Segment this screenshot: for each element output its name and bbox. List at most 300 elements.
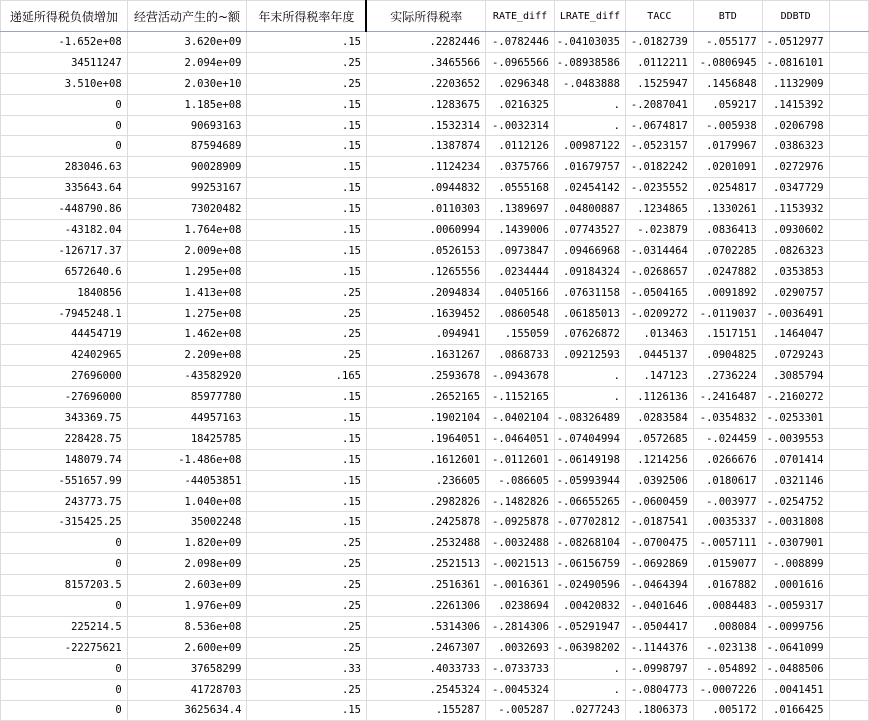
table-cell[interactable]: -.0045324: [486, 679, 555, 700]
table-cell[interactable]: .25: [247, 533, 367, 554]
table-row[interactable]: [1, 199, 869, 220]
table-cell[interactable]: 1.040e+08: [127, 491, 247, 512]
table-row[interactable]: [1, 366, 869, 387]
table-cell[interactable]: -.0641099: [762, 637, 829, 658]
table-row[interactable]: [1, 115, 869, 136]
table-cell[interactable]: .0041451: [762, 679, 829, 700]
table-cell[interactable]: -.1144376: [625, 637, 693, 658]
table-cell[interactable]: 44454719: [1, 324, 128, 345]
table-cell[interactable]: .147123: [625, 366, 693, 387]
table-cell[interactable]: .: [554, 366, 625, 387]
table-cell[interactable]: -.0733733: [486, 658, 555, 679]
table-cell[interactable]: -.0099756: [762, 616, 829, 637]
table-cell[interactable]: .15: [247, 449, 367, 470]
table-cell[interactable]: -.005938: [693, 115, 762, 136]
table-cell[interactable]: 2.209e+08: [127, 345, 247, 366]
table-cell[interactable]: .0860548: [486, 303, 555, 324]
table-cell[interactable]: -.0032488: [486, 533, 555, 554]
table-cell[interactable]: 42402965: [1, 345, 128, 366]
table-cell[interactable]: .01679757: [554, 157, 625, 178]
table-cell[interactable]: -.0314464: [625, 240, 693, 261]
table-cell[interactable]: .1902104: [366, 408, 485, 429]
table-cell[interactable]: -.0112601: [486, 449, 555, 470]
table-cell[interactable]: -.04103035: [554, 32, 625, 53]
table-cell[interactable]: 37658299: [127, 658, 247, 679]
table-cell[interactable]: .0321146: [762, 470, 829, 491]
table-cell[interactable]: .2521513: [366, 554, 485, 575]
table-cell[interactable]: -448790.86: [1, 199, 128, 220]
table-cell[interactable]: -44053851: [127, 470, 247, 491]
table-cell[interactable]: .1525947: [625, 73, 693, 94]
table-cell[interactable]: -.0943678: [486, 366, 555, 387]
table-cell[interactable]: .15: [247, 178, 367, 199]
table-cell[interactable]: -.0488506: [762, 658, 829, 679]
table-cell[interactable]: -.0036491: [762, 303, 829, 324]
table-cell[interactable]: -.0998797: [625, 658, 693, 679]
table-row[interactable]: [1, 94, 869, 115]
table-row[interactable]: [1, 554, 869, 575]
table-cell[interactable]: 0: [1, 658, 128, 679]
table-cell[interactable]: .07743527: [554, 220, 625, 241]
table-cell[interactable]: .: [554, 658, 625, 679]
table-cell[interactable]: .15: [247, 199, 367, 220]
column-header[interactable]: BTD: [693, 1, 762, 32]
table-cell[interactable]: .0247882: [693, 261, 762, 282]
table-cell[interactable]: -.0806945: [693, 52, 762, 73]
table-cell[interactable]: 0: [1, 596, 128, 617]
table-cell[interactable]: .0729243: [762, 345, 829, 366]
table-cell[interactable]: .15: [247, 261, 367, 282]
table-cell[interactable]: .15: [247, 408, 367, 429]
table-cell[interactable]: 1.413e+08: [127, 282, 247, 303]
column-header[interactable]: TACC: [625, 1, 693, 32]
table-cell[interactable]: 0: [1, 679, 128, 700]
table-cell[interactable]: .09212593: [554, 345, 625, 366]
table-cell[interactable]: -.0464051: [486, 428, 555, 449]
table-cell[interactable]: .0392506: [625, 470, 693, 491]
table-cell[interactable]: -.0031808: [762, 512, 829, 533]
table-cell[interactable]: .0238694: [486, 596, 555, 617]
table-cell[interactable]: -.05993944: [554, 470, 625, 491]
table-cell[interactable]: .236605: [366, 470, 485, 491]
table-cell[interactable]: -.0032314: [486, 115, 555, 136]
table-cell[interactable]: -.003977: [693, 491, 762, 512]
table-cell[interactable]: 0: [1, 533, 128, 554]
table-cell[interactable]: 90028909: [127, 157, 247, 178]
table-cell[interactable]: -.0253301: [762, 408, 829, 429]
table-cell[interactable]: .1415392: [762, 94, 829, 115]
table-cell[interactable]: .0353853: [762, 261, 829, 282]
table-cell[interactable]: -.07702812: [554, 512, 625, 533]
table-cell[interactable]: 243773.75: [1, 491, 128, 512]
table-cell[interactable]: .1464047: [762, 324, 829, 345]
table-cell[interactable]: .: [554, 94, 625, 115]
table-cell[interactable]: -.08268104: [554, 533, 625, 554]
table-cell[interactable]: .1126136: [625, 387, 693, 408]
table-cell[interactable]: .0234444: [486, 261, 555, 282]
table-cell[interactable]: .0179967: [693, 136, 762, 157]
table-cell[interactable]: .15: [247, 94, 367, 115]
table-cell[interactable]: -315425.25: [1, 512, 128, 533]
table-cell[interactable]: -.0402104: [486, 408, 555, 429]
table-cell[interactable]: .07631158: [554, 282, 625, 303]
table-cell[interactable]: 1840856: [1, 282, 128, 303]
table-cell[interactable]: .1456848: [693, 73, 762, 94]
table-cell[interactable]: .15: [247, 470, 367, 491]
table-cell[interactable]: .1153932: [762, 199, 829, 220]
table-cell[interactable]: .1639452: [366, 303, 485, 324]
table-cell[interactable]: .0868733: [486, 345, 555, 366]
table-row[interactable]: [1, 512, 869, 533]
table-cell[interactable]: .1806373: [625, 700, 693, 721]
table-cell[interactable]: -1.652e+08: [1, 32, 128, 53]
table-cell[interactable]: -.0307901: [762, 533, 829, 554]
table-cell[interactable]: .25: [247, 596, 367, 617]
table-cell[interactable]: .0555168: [486, 178, 555, 199]
table-cell[interactable]: .0405166: [486, 282, 555, 303]
table-cell[interactable]: 8157203.5: [1, 575, 128, 596]
table-cell[interactable]: 3.510e+08: [1, 73, 128, 94]
table-cell[interactable]: -.1482826: [486, 491, 555, 512]
table-cell[interactable]: 2.600e+09: [127, 637, 247, 658]
table-cell[interactable]: .2467307: [366, 637, 485, 658]
table-cell[interactable]: -.2087041: [625, 94, 693, 115]
table-cell[interactable]: -.02490596: [554, 575, 625, 596]
table-cell[interactable]: .0091892: [693, 282, 762, 303]
table-row[interactable]: [1, 136, 869, 157]
table-cell[interactable]: .2593678: [366, 366, 485, 387]
table-cell[interactable]: .0201091: [693, 157, 762, 178]
table-cell[interactable]: .0283584: [625, 408, 693, 429]
table-cell[interactable]: -.0925878: [486, 512, 555, 533]
table-cell[interactable]: .07626872: [554, 324, 625, 345]
table-cell[interactable]: -.0523157: [625, 136, 693, 157]
table-cell[interactable]: -7945248.1: [1, 303, 128, 324]
table-cell[interactable]: -.0965566: [486, 52, 555, 73]
table-cell[interactable]: .094941: [366, 324, 485, 345]
table-cell[interactable]: -.0782446: [486, 32, 555, 53]
table-cell[interactable]: .1532314: [366, 115, 485, 136]
table-cell[interactable]: 283046.63: [1, 157, 128, 178]
table-cell[interactable]: 41728703: [127, 679, 247, 700]
table-cell[interactable]: .0216325: [486, 94, 555, 115]
table-row[interactable]: [1, 700, 869, 721]
table-cell[interactable]: -.0187541: [625, 512, 693, 533]
table-row[interactable]: [1, 616, 869, 637]
table-cell[interactable]: -.07404994: [554, 428, 625, 449]
table-cell[interactable]: -.0816101: [762, 52, 829, 73]
table-row[interactable]: [1, 32, 869, 53]
table-cell[interactable]: -.06655265: [554, 491, 625, 512]
table-cell[interactable]: .2282446: [366, 32, 485, 53]
table-cell[interactable]: -.0182739: [625, 32, 693, 53]
table-row[interactable]: [1, 178, 869, 199]
table-cell[interactable]: -.0504165: [625, 282, 693, 303]
table-cell[interactable]: -.0021513: [486, 554, 555, 575]
table-cell[interactable]: .0180617: [693, 470, 762, 491]
table-cell[interactable]: -.0016361: [486, 575, 555, 596]
table-cell[interactable]: .155287: [366, 700, 485, 721]
table-row[interactable]: [1, 575, 869, 596]
table-cell[interactable]: 225214.5: [1, 616, 128, 637]
table-cell[interactable]: .0973847: [486, 240, 555, 261]
table-cell[interactable]: .008084: [693, 616, 762, 637]
table-cell[interactable]: 34511247: [1, 52, 128, 73]
table-row[interactable]: [1, 637, 869, 658]
table-row[interactable]: [1, 533, 869, 554]
table-cell[interactable]: .2261306: [366, 596, 485, 617]
table-row[interactable]: [1, 240, 869, 261]
table-row[interactable]: [1, 491, 869, 512]
table-cell[interactable]: 35002248: [127, 512, 247, 533]
table-cell[interactable]: .0272976: [762, 157, 829, 178]
table-cell[interactable]: .15: [247, 428, 367, 449]
table-row[interactable]: [1, 324, 869, 345]
table-cell[interactable]: .2545324: [366, 679, 485, 700]
column-header[interactable]: LRATE_diff: [554, 1, 625, 32]
table-cell[interactable]: .09466968: [554, 240, 625, 261]
table-cell[interactable]: .0572685: [625, 428, 693, 449]
table-cell[interactable]: .0266676: [693, 449, 762, 470]
table-cell[interactable]: 3625634.4: [127, 700, 247, 721]
table-cell[interactable]: -.054892: [693, 658, 762, 679]
table-cell[interactable]: 6572640.6: [1, 261, 128, 282]
table-cell[interactable]: -.0254752: [762, 491, 829, 512]
table-cell[interactable]: -.0059317: [762, 596, 829, 617]
table-cell[interactable]: .1612601: [366, 449, 485, 470]
table-cell[interactable]: .0290757: [762, 282, 829, 303]
table-cell[interactable]: .1387874: [366, 136, 485, 157]
table-cell[interactable]: -.0057111: [693, 533, 762, 554]
table-cell[interactable]: 0: [1, 94, 128, 115]
table-cell[interactable]: .0445137: [625, 345, 693, 366]
table-cell[interactable]: .0347729: [762, 178, 829, 199]
table-cell[interactable]: -.0007226: [693, 679, 762, 700]
table-cell[interactable]: .0206798: [762, 115, 829, 136]
table-cell[interactable]: -.08938586: [554, 52, 625, 73]
table-cell[interactable]: -126717.37: [1, 240, 128, 261]
table-cell[interactable]: -.06149198: [554, 449, 625, 470]
table-cell[interactable]: -.0354832: [693, 408, 762, 429]
table-cell[interactable]: -.055177: [693, 32, 762, 53]
table-cell[interactable]: .15: [247, 700, 367, 721]
table-cell[interactable]: -43182.04: [1, 220, 128, 241]
table-cell[interactable]: .0386323: [762, 136, 829, 157]
table-cell[interactable]: .1214256: [625, 449, 693, 470]
table-cell[interactable]: .0944832: [366, 178, 485, 199]
table-cell[interactable]: .1517151: [693, 324, 762, 345]
table-cell[interactable]: -.0039553: [762, 428, 829, 449]
table-cell[interactable]: .33: [247, 658, 367, 679]
table-row[interactable]: [1, 303, 869, 324]
table-cell[interactable]: .1631267: [366, 345, 485, 366]
table-cell[interactable]: 343369.75: [1, 408, 128, 429]
table-cell[interactable]: .2094834: [366, 282, 485, 303]
table-cell[interactable]: 0: [1, 136, 128, 157]
table-cell[interactable]: .1124234: [366, 157, 485, 178]
table-cell[interactable]: .3465566: [366, 52, 485, 73]
table-cell[interactable]: .0110303: [366, 199, 485, 220]
table-cell[interactable]: .0035337: [693, 512, 762, 533]
table-cell[interactable]: .25: [247, 554, 367, 575]
table-cell[interactable]: .2982826: [366, 491, 485, 512]
table-row[interactable]: [1, 157, 869, 178]
table-cell[interactable]: -.2416487: [693, 387, 762, 408]
table-cell[interactable]: -.0464394: [625, 575, 693, 596]
table-cell[interactable]: .1330261: [693, 199, 762, 220]
column-header[interactable]: 实际所得税率: [366, 1, 485, 32]
table-cell[interactable]: .25: [247, 282, 367, 303]
table-cell[interactable]: .5314306: [366, 616, 485, 637]
column-header[interactable]: 经营活动产生的~额: [127, 1, 247, 32]
table-cell[interactable]: 99253167: [127, 178, 247, 199]
table-cell[interactable]: .15: [247, 32, 367, 53]
table-cell[interactable]: 2.030e+10: [127, 73, 247, 94]
table-cell[interactable]: -.0119037: [693, 303, 762, 324]
table-cell[interactable]: .2736224: [693, 366, 762, 387]
table-cell[interactable]: .1964051: [366, 428, 485, 449]
table-cell[interactable]: .0296348: [486, 73, 555, 94]
table-cell[interactable]: .: [554, 679, 625, 700]
table-cell[interactable]: -.05291947: [554, 616, 625, 637]
table-cell[interactable]: -.0182242: [625, 157, 693, 178]
table-cell[interactable]: .25: [247, 345, 367, 366]
table-cell[interactable]: -.024459: [693, 428, 762, 449]
table-cell[interactable]: -.0700475: [625, 533, 693, 554]
table-row[interactable]: [1, 282, 869, 303]
table-cell[interactable]: .0930602: [762, 220, 829, 241]
table-cell[interactable]: .15: [247, 157, 367, 178]
table-cell[interactable]: 2.603e+09: [127, 575, 247, 596]
table-cell[interactable]: .15: [247, 115, 367, 136]
table-cell[interactable]: 85977780: [127, 387, 247, 408]
column-header[interactable]: 年末所得税率年度: [247, 1, 367, 32]
table-cell[interactable]: .15: [247, 491, 367, 512]
table-cell[interactable]: 1.295e+08: [127, 261, 247, 282]
table-cell[interactable]: -.0504417: [625, 616, 693, 637]
table-cell[interactable]: .15: [247, 220, 367, 241]
table-cell[interactable]: .4033733: [366, 658, 485, 679]
table-cell[interactable]: 1.275e+08: [127, 303, 247, 324]
table-cell[interactable]: .25: [247, 637, 367, 658]
table-cell[interactable]: .1132909: [762, 73, 829, 94]
table-cell[interactable]: 0: [1, 554, 128, 575]
table-row[interactable]: [1, 345, 869, 366]
table-cell[interactable]: .04800887: [554, 199, 625, 220]
table-cell[interactable]: 73020482: [127, 199, 247, 220]
table-cell[interactable]: -43582920: [127, 366, 247, 387]
table-row[interactable]: [1, 73, 869, 94]
table-cell[interactable]: -.2160272: [762, 387, 829, 408]
table-cell[interactable]: .0112211: [625, 52, 693, 73]
table-cell[interactable]: .0904825: [693, 345, 762, 366]
table-cell[interactable]: -.0692869: [625, 554, 693, 575]
table-cell[interactable]: 8.536e+08: [127, 616, 247, 637]
table-cell[interactable]: .0001616: [762, 575, 829, 596]
table-cell[interactable]: 2.094e+09: [127, 52, 247, 73]
table-row[interactable]: [1, 449, 869, 470]
table-row[interactable]: [1, 658, 869, 679]
table-cell[interactable]: -.0804773: [625, 679, 693, 700]
table-cell[interactable]: -.023879: [625, 220, 693, 241]
table-cell[interactable]: 1.976e+09: [127, 596, 247, 617]
table-cell[interactable]: .155059: [486, 324, 555, 345]
table-cell[interactable]: -.0268657: [625, 261, 693, 282]
table-cell[interactable]: .15: [247, 240, 367, 261]
table-cell[interactable]: -551657.99: [1, 470, 128, 491]
table-cell[interactable]: .1389697: [486, 199, 555, 220]
table-row[interactable]: [1, 220, 869, 241]
table-cell[interactable]: .0526153: [366, 240, 485, 261]
table-cell[interactable]: -.023138: [693, 637, 762, 658]
table-cell[interactable]: .25: [247, 679, 367, 700]
table-cell[interactable]: .0254817: [693, 178, 762, 199]
table-cell[interactable]: .0702285: [693, 240, 762, 261]
table-row[interactable]: [1, 470, 869, 491]
table-cell[interactable]: .013463: [625, 324, 693, 345]
table-row[interactable]: [1, 261, 869, 282]
table-cell[interactable]: .0167882: [693, 575, 762, 596]
table-cell[interactable]: 148079.74: [1, 449, 128, 470]
table-cell[interactable]: .005172: [693, 700, 762, 721]
table-cell[interactable]: 1.185e+08: [127, 94, 247, 115]
table-cell[interactable]: .: [554, 115, 625, 136]
column-header[interactable]: 递延所得税负债增加: [1, 1, 128, 32]
table-cell[interactable]: .165: [247, 366, 367, 387]
table-cell[interactable]: 335643.64: [1, 178, 128, 199]
table-cell[interactable]: -27696000: [1, 387, 128, 408]
table-cell[interactable]: .15: [247, 387, 367, 408]
table-cell[interactable]: .25: [247, 616, 367, 637]
table-cell[interactable]: .2425878: [366, 512, 485, 533]
table-row[interactable]: [1, 408, 869, 429]
table-cell[interactable]: -22275621: [1, 637, 128, 658]
table-cell[interactable]: .0277243: [554, 700, 625, 721]
table-cell[interactable]: 2.098e+09: [127, 554, 247, 575]
table-cell[interactable]: .2203652: [366, 73, 485, 94]
table-cell[interactable]: 1.764e+08: [127, 220, 247, 241]
table-cell[interactable]: .1283675: [366, 94, 485, 115]
column-header[interactable]: DDBTD: [762, 1, 829, 32]
table-cell[interactable]: -.0401646: [625, 596, 693, 617]
table-cell[interactable]: -.0600459: [625, 491, 693, 512]
table-cell[interactable]: 228428.75: [1, 428, 128, 449]
table-cell[interactable]: .15: [247, 512, 367, 533]
table-cell[interactable]: .: [554, 387, 625, 408]
table-cell[interactable]: .15: [247, 136, 367, 157]
column-header[interactable]: RATE_diff: [486, 1, 555, 32]
table-cell[interactable]: -.06398202: [554, 637, 625, 658]
table-cell[interactable]: .25: [247, 73, 367, 94]
table-cell[interactable]: .06185013: [554, 303, 625, 324]
table-cell[interactable]: .2652165: [366, 387, 485, 408]
table-cell[interactable]: -1.486e+08: [127, 449, 247, 470]
table-row[interactable]: [1, 596, 869, 617]
table-cell[interactable]: -.0209272: [625, 303, 693, 324]
table-cell[interactable]: 2.009e+08: [127, 240, 247, 261]
table-cell[interactable]: .09184324: [554, 261, 625, 282]
table-cell[interactable]: 0: [1, 700, 128, 721]
table-cell[interactable]: .0112126: [486, 136, 555, 157]
table-cell[interactable]: -.086605: [486, 470, 555, 491]
table-cell[interactable]: .1234865: [625, 199, 693, 220]
table-row[interactable]: [1, 52, 869, 73]
table-cell[interactable]: .02454142: [554, 178, 625, 199]
table-cell[interactable]: .0032693: [486, 637, 555, 658]
table-cell[interactable]: .00420832: [554, 596, 625, 617]
table-cell[interactable]: -.008899: [762, 554, 829, 575]
table-cell[interactable]: 44957163: [127, 408, 247, 429]
